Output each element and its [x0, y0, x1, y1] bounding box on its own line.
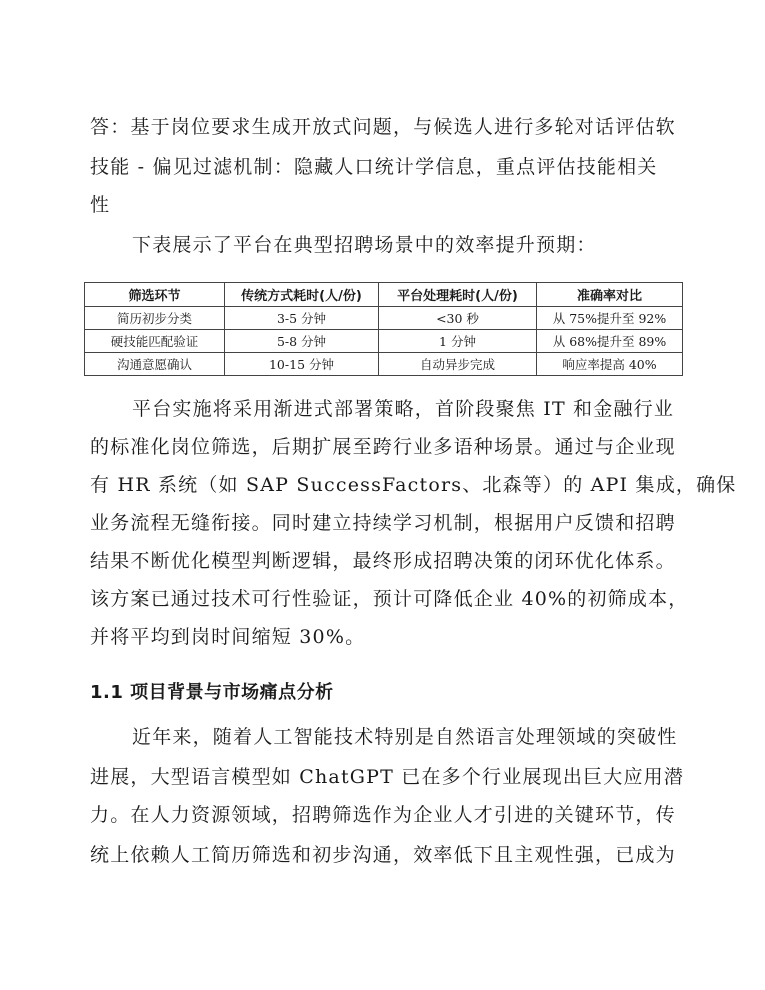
- intro-line-2: 技能 - 偏见过滤机制：隐藏人口统计学信息，重点评估技能相关: [90, 156, 658, 178]
- table-cell: 从 75%提升至 92%: [537, 307, 683, 330]
- intro-line-3: 性: [90, 194, 111, 216]
- table-cell: 1 分钟: [379, 330, 537, 353]
- table-cell: <30 秒: [379, 307, 537, 330]
- table-cell: 硬技能匹配验证: [85, 330, 225, 353]
- table-row: [85, 330, 683, 353]
- table-cell: 沟通意愿确认: [85, 353, 225, 376]
- table-cell: 10-15 分钟: [225, 353, 379, 376]
- section-heading: 1.1 项目背景与市场痛点分析: [90, 682, 334, 703]
- section-line-4: 统上依赖人工简历筛选和初步沟通，效率低下且主观性强，已成为: [90, 844, 676, 866]
- table-row: [85, 353, 683, 376]
- paragraph-line-4: 业务流程无缝衔接。同时建立持续学习机制，根据用户反馈和招聘: [90, 512, 676, 534]
- paragraph-line-3: 有 HR 系统（如 SAP SuccessFactors、北森等）的 API 集成，确保: [90, 474, 737, 496]
- paragraph-line-5: 结果不断优化模型判断逻辑，最终形成招聘决策的闭环优化体系。: [90, 550, 676, 572]
- table-cell: 3-5 分钟: [225, 307, 379, 330]
- table-header-cell: 筛选环节: [85, 283, 225, 307]
- table-cell: 响应率提高 40%: [537, 353, 683, 376]
- paragraph-line-6: 该方案已通过技术可行性验证，预计可降低企业 40%的初筛成本，: [90, 588, 689, 610]
- table-header-cell: 传统方式耗时(人/份): [225, 283, 379, 307]
- table-cell: 从 68%提升至 89%: [537, 330, 683, 353]
- table-cell: 自动异步完成: [379, 353, 537, 376]
- table-header-cell: 准确率对比: [537, 283, 683, 307]
- paragraph-line-2: 的标准化岗位筛选，后期扩展至跨行业多语种场景。通过与企业现: [90, 436, 676, 458]
- section-line-2: 进展，大型语言模型如 ChatGPT 已在多个行业展现出巨大应用潜: [90, 766, 685, 788]
- table-cell: 5-8 分钟: [225, 330, 379, 353]
- paragraph-line-1: 平台实施将采用渐进式部署策略，首阶段聚焦 IT 和金融行业: [132, 398, 675, 420]
- table-cell: 简历初步分类: [85, 307, 225, 330]
- table-row: [85, 307, 683, 330]
- paragraph-line-7: 并将平均到岗时间缩短 30%。: [90, 626, 366, 648]
- table-header-row: [85, 283, 683, 307]
- efficiency-table: [84, 282, 683, 376]
- table-header-cell: 平台处理耗时(人/份): [379, 283, 537, 307]
- section-line-1: 近年来，随着人工智能技术特别是自然语言处理领域的突破性: [132, 726, 678, 748]
- section-line-3: 力。在人力资源领域，招聘筛选作为企业人才引进的关键环节，传: [90, 804, 676, 826]
- table-intro: 下表展示了平台在典型招聘场景中的效率提升预期：: [132, 234, 597, 256]
- intro-line-1: 答：基于岗位要求生成开放式问题，与候选人进行多轮对话评估软: [90, 116, 676, 138]
